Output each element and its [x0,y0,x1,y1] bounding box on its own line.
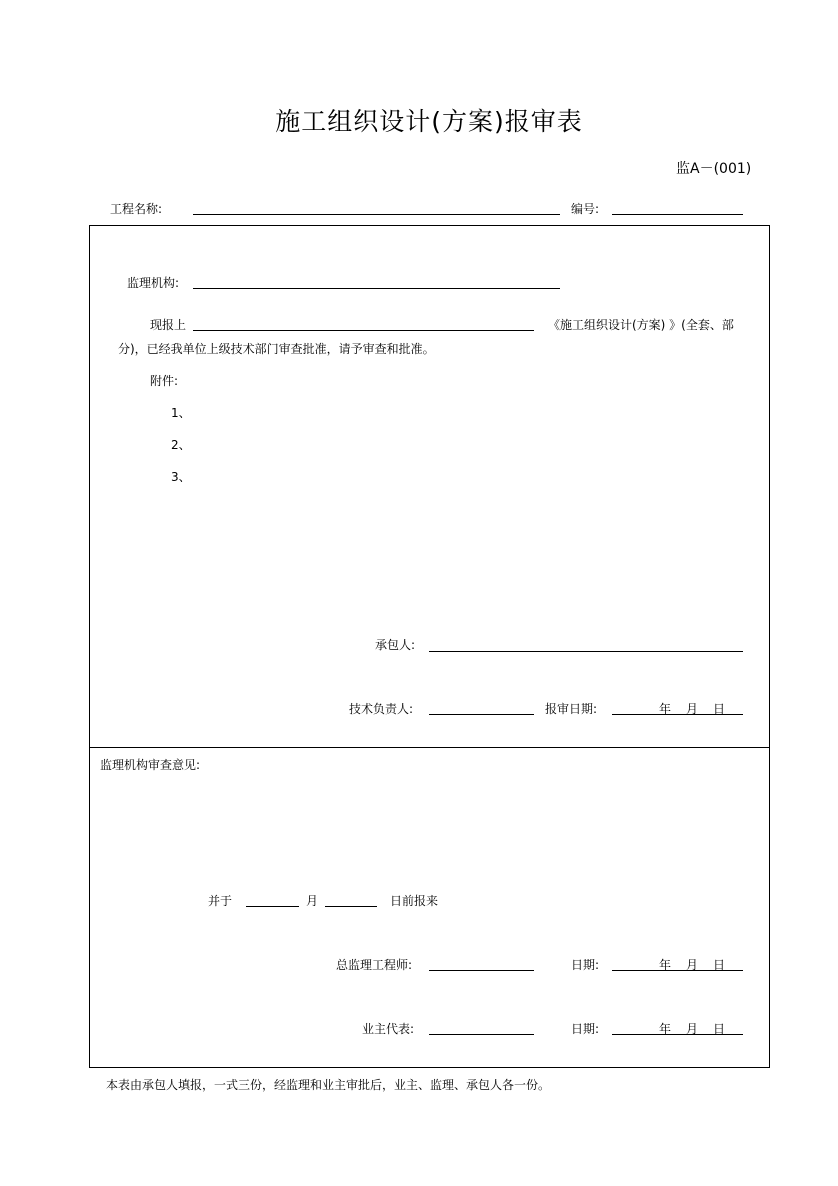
owner-rep-label: 业主代表: [362,1022,415,1036]
form-title: 施工组织设计(方案)报审表 [275,107,583,136]
opinion-label: 监理机构审查意见: [100,758,201,772]
form-code: 监A－(001) [676,161,752,177]
contractor-field[interactable] [429,651,743,652]
attachment-item-1: 1、 [171,406,191,420]
project-name-field[interactable] [193,214,560,215]
project-name-label: 工程名称: [110,202,163,216]
day-text: 日 [713,1022,726,1036]
day-text: 日 [713,958,726,972]
year-text: 年 [659,1022,672,1036]
footer-note: 本表由承包人填报，一式三份，经监理和业主审批后，业主、监理、承包人各一份。 [106,1078,551,1092]
report-content-field[interactable] [193,330,534,331]
tech-lead-field[interactable] [429,714,534,715]
attachment-item-3: 3、 [171,470,191,484]
month-word: 月 [306,894,319,908]
tech-lead-label: 技术负责人: [349,702,414,716]
day-text: 日 [713,702,726,716]
chief-engineer-field[interactable] [429,970,534,971]
year-text: 年 [659,702,672,716]
month-text: 月 [686,958,699,972]
deadline-month-field[interactable] [246,906,299,907]
date-label-1: 日期: [571,958,600,972]
and-before-text: 并于 [208,894,233,908]
deadline-day-field[interactable] [325,906,377,907]
section-divider [89,747,770,748]
month-text: 月 [686,702,699,716]
year-text: 年 [659,958,672,972]
supervisor-org-label: 监理机构: [127,276,180,290]
report-prefix: 现报上 [150,318,187,332]
month-text: 月 [686,1022,699,1036]
owner-rep-field[interactable] [429,1034,534,1035]
before-day-report-text: 日前报来 [390,894,439,908]
report-doc-text: 《施工组织设计(方案) 》(全套、部 [548,318,734,332]
report-line2: 分)，已经我单位上级技术部门审查批准，请予审查和批准。 [118,342,435,356]
contractor-label: 承包人: [375,638,416,652]
submit-date-label: 报审日期: [545,702,598,716]
attachments-label: 附件: [150,374,179,388]
supervisor-org-field[interactable] [193,288,560,289]
attachment-item-2: 2、 [171,438,191,452]
date-label-2: 日期: [571,1022,600,1036]
number-field[interactable] [612,214,743,215]
chief-engineer-label: 总监理工程师: [336,958,413,972]
number-label: 编号: [571,202,600,216]
